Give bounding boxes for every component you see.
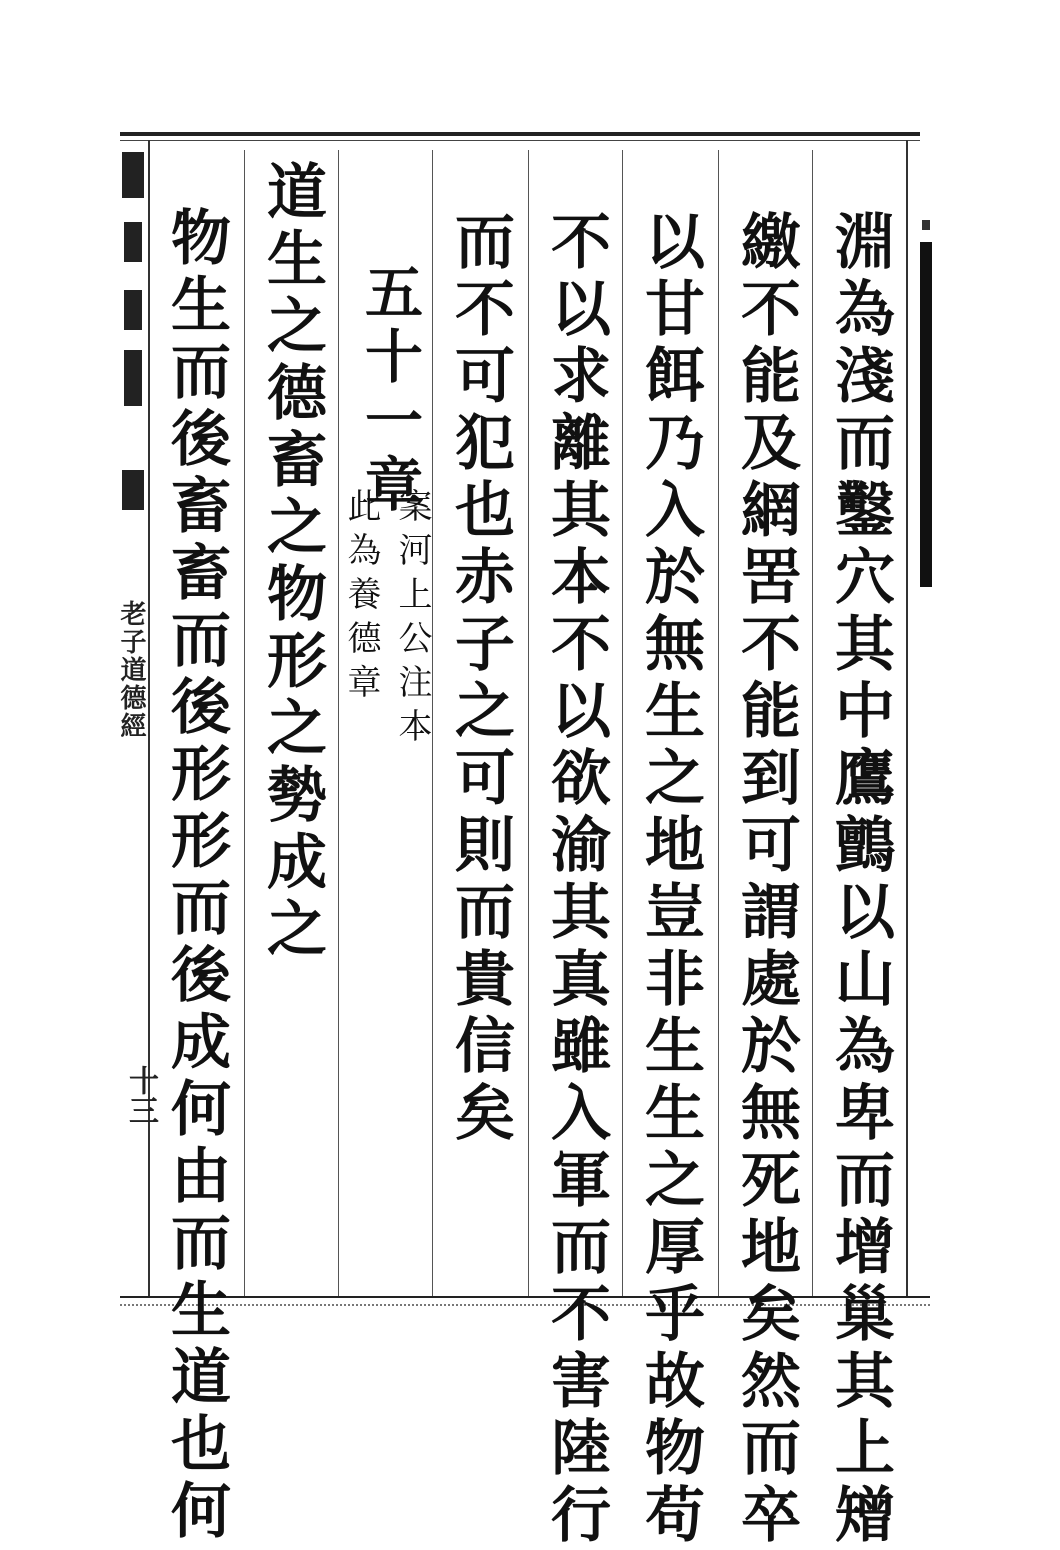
column-rule [718,150,719,1296]
frame-top-border [120,132,920,136]
chapter-heading: 五十一章 [355,262,423,518]
spine-page-number: 十三 [123,1065,158,1125]
frame-bottom-border [120,1296,930,1298]
column-rule [432,150,433,1296]
text-column-2: 繳不能及網罟不能到可謂處於無死地矣然而卒 [731,210,801,1550]
text-column-8: 物生而後畜畜而後形形而後成何由而生道也何 [161,206,231,1546]
column-rule [528,150,529,1296]
spine-black-block [122,470,144,510]
text-column-7: 道生之德畜之物形之勢成之 [257,160,327,964]
text-column-3: 以甘餌乃入於無生之地豈非生生之厚乎故物苟 [635,210,705,1550]
spine-mark [124,350,142,406]
spine-mark [124,290,142,330]
annotation-line-2: 此為養德章 [341,488,381,708]
frame-bottom-dotted-border [120,1304,930,1306]
column-rule [244,150,245,1296]
column-rule [338,150,339,1296]
text-column-1: 淵為淺而鑿穴其中鷹鸇以山為卑而增巢其上矰 [825,210,895,1550]
spine-mark [122,152,144,198]
text-column-5: 而不可犯也赤子之可則而貴信矣 [445,210,515,1148]
text-column-4: 不以求離其本不以欲渝其真雖入軍而不害陸行 [541,210,611,1550]
column-rule [812,150,813,1296]
annotation-line-1: 案河上公注本 [392,488,432,752]
frame-right-border [906,140,908,1296]
spine-title: 老子道德經 [116,600,146,740]
column-rule [622,150,623,1296]
spine-mark [124,222,142,262]
frame-top-inner-border [120,140,920,141]
right-edge-bar [920,242,932,587]
right-edge-tick [922,220,930,230]
